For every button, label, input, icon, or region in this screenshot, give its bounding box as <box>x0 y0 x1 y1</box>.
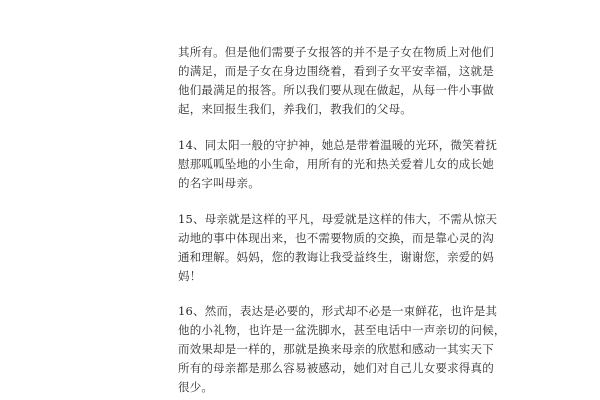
text-line: 的满足，而是子女在身边围绕着，看到子女平安幸福，这就是 <box>178 64 494 78</box>
text-line: 他们最满足的报答。所以我们要从现在做起，从每一件小事做 <box>178 83 494 97</box>
paragraph-16 <box>178 302 506 397</box>
text-line: 15、母亲就是这样的平凡，母爱就是这样的伟大，不需从惊天 <box>178 212 498 226</box>
text-line: 慰那呱呱坠地的小生命，用所有的光和热关爱着儿女的成长她 <box>178 157 494 171</box>
text-line: 其所有。但是他们需要子女报答的并不是子女在物质上对他们 <box>178 45 494 59</box>
text-line: 16、然而，表达是必要的，形式却不必是一束鲜花，也许是其 <box>178 304 498 318</box>
text-line: 动地的事中体现出来，也不需要物质的交换，而是靠心灵的沟 <box>178 231 494 245</box>
text-line: 14、同太阳一般的守护神，她总是带着温暖的光环，微笑着抚 <box>178 138 498 152</box>
text-line: 的名字叫母亲。 <box>178 176 260 190</box>
text-line: 而效果却是一样的，那就是换来母亲的欣慰和感动一其实天下 <box>178 342 494 356</box>
paragraph-15 <box>178 210 498 286</box>
text-line: 所有的母亲都是那么容易被感动，她们对自己儿女要求得真的 <box>178 361 494 375</box>
text-line: 通和理解。妈妈，您的教诲让我受益终生，谢谢您，亲爱的妈 <box>178 250 494 264</box>
text-line: 他的小礼物，也许是一盆洗脚水，甚至电话中一声亲切的问候， <box>178 323 506 337</box>
paragraph-continued <box>178 43 494 119</box>
text-line: 起，来回报生我们，养我们，教我们的父母。 <box>178 102 412 116</box>
text-line: 很少。 <box>178 380 214 394</box>
paragraph-14 <box>178 136 498 193</box>
text-line: 妈！ <box>178 269 202 283</box>
